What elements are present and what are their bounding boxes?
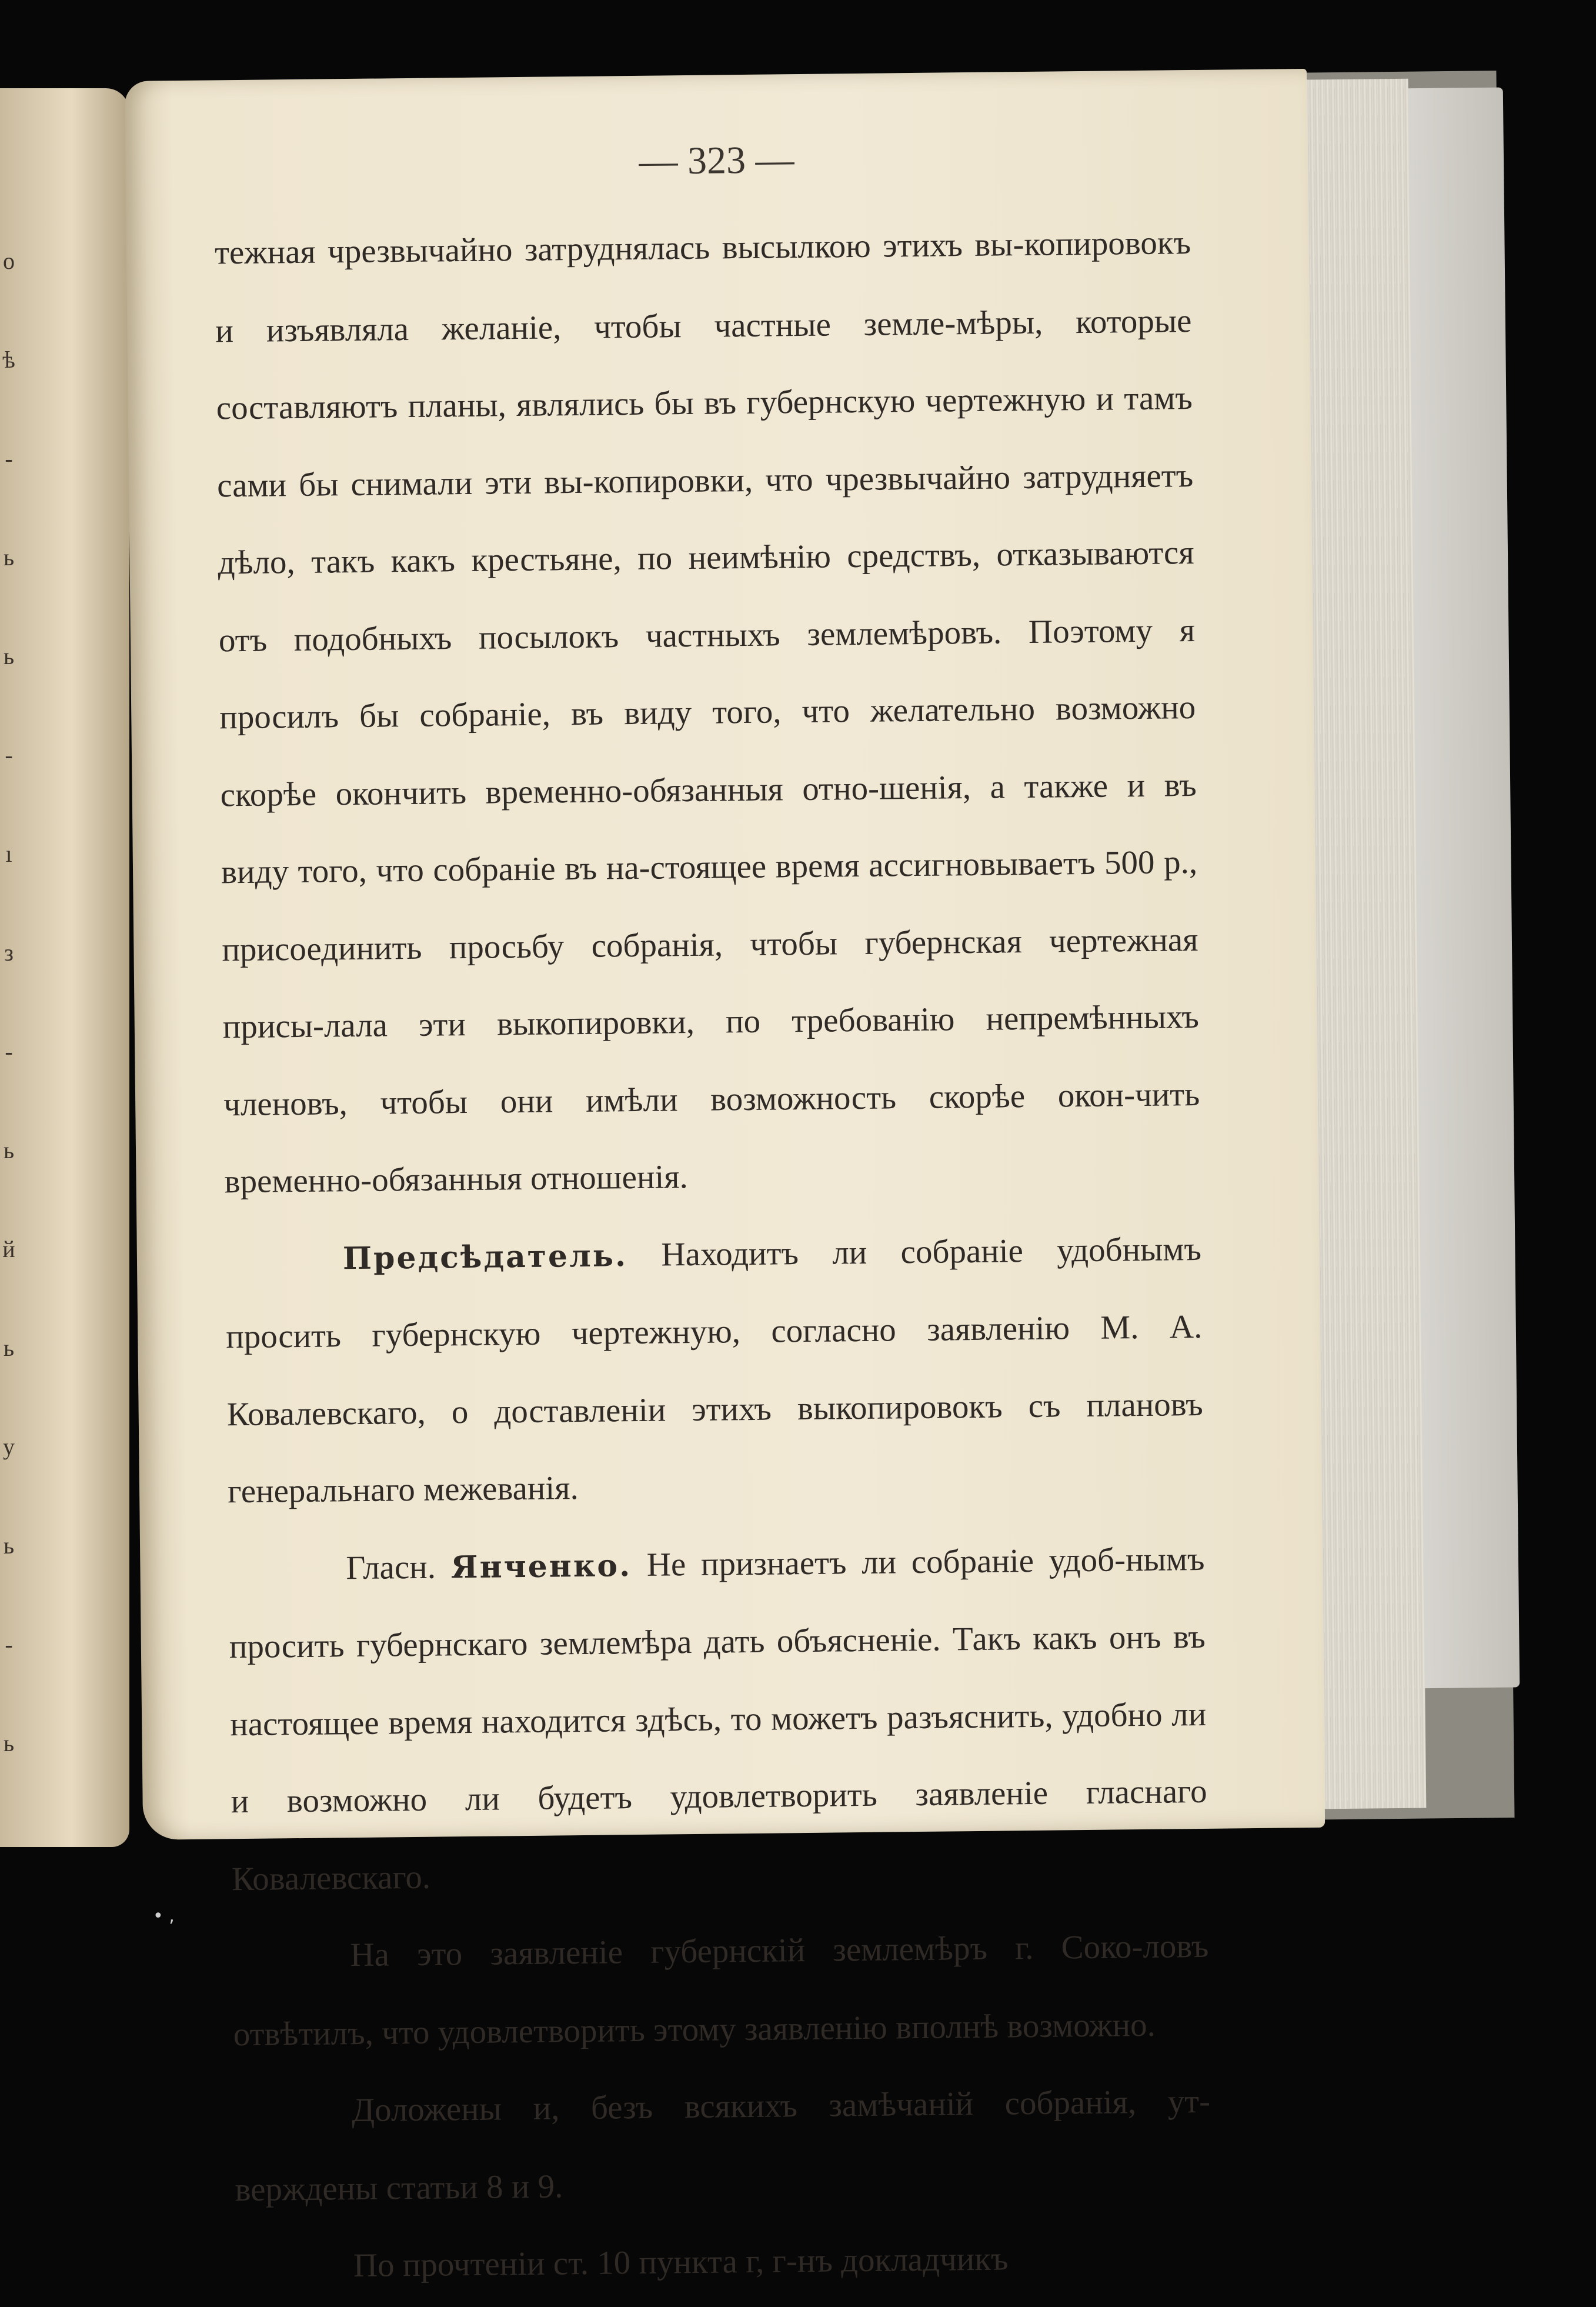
right-page <box>125 69 1325 2285</box>
page-body <box>214 204 1212 2306</box>
left-page-fragment: о <box>3 248 15 274</box>
left-page-fragment: ѣ <box>2 346 15 373</box>
page-number: — 323 — <box>639 138 794 183</box>
paragraph-text: тежная чрезвычайно затруднялась высылкою этихъ вы-копировокъ и изъявляла желаніе, чтобы частные земле-мѣры, которые составляютъ планы, являлись бы въ губернскую чертежную и тамъ сами бы снимали эти вы-копировки, что чрезвычайно затрудняетъ дѣло, такъ какъ крестьяне, по неимѣнію средствъ, отказываются отъ подобныхъ посылокъ частныхъ землемѣровъ. Поэтому я просилъ бы собраніе, въ виду того, что желательно возможно скорѣе окончить временно-обязанныя отно-шенія, а также и въ виду того, что собраніе въ на-стоящее время ассигновываетъ 500 р., присоединить просьбу собранія, чтобы губернская чертежная присы-лала эти выкопировки, по требованію непремѣнныхъ членовъ, чтобы они имѣли возможность скорѣе окон-чить временно-обязанныя отношенія. <box>214 224 1200 1201</box>
left-page-fragment: - <box>5 445 13 472</box>
left-page-fragment: - <box>5 1038 13 1065</box>
speaker-name: Предсѣдатель. <box>342 1237 628 1276</box>
left-page-fragment: ь <box>3 643 15 669</box>
paragraph <box>228 1520 1208 1918</box>
left-page-fragment: ь <box>3 1137 15 1163</box>
paragraph <box>235 2218 1212 2306</box>
paragraph <box>232 1908 1210 2073</box>
left-page-fragment: - <box>5 742 13 768</box>
left-page-fragment: ь <box>3 1335 15 1361</box>
left-page-fragment: й <box>2 1236 15 1262</box>
left-page-fragment: ь <box>3 1532 15 1559</box>
paragraph <box>233 2063 1211 2228</box>
paragraph-prefix: Гласн. <box>346 1548 451 1586</box>
paragraph-text: Не признаетъ ли собраніе удоб-нымъ просить губернскаго землемѣра дать объясненіе. Такъ какъ онъ въ настоящее время находится здѣсь, то можетъ разъяснить, удобно ли и возможно ли будетъ удовлетворить заявленіе гласнаго Ковалевскаго. <box>229 1540 1207 1898</box>
left-page-fragment: ь <box>3 1730 15 1756</box>
paragraph-text: По прочтеніи ст. 10 пункта г, г-нъ докладчикъ <box>353 2240 1009 2285</box>
paragraph-text: Находитъ ли собраніе удобнымъ просить губернскую чертежную, согласно заявленію М. А. Ковалевскаго, о доставленіи этихъ выкопировокъ съ плановъ генеральнаго межеванія. <box>226 1230 1203 1511</box>
left-page-fragment: у <box>3 1433 15 1460</box>
left-page-fragment: - <box>5 1631 13 1658</box>
left-facing-page <box>0 88 129 1847</box>
paragraph-text: Доложены и, безъ всякихъ замѣчаній собранія, ут-верждены статьи 8 и 9. <box>235 2082 1211 2208</box>
left-page-fragment: ı <box>5 841 12 867</box>
left-page-fragment: ь <box>3 544 15 571</box>
left-page-fragment: з <box>4 939 14 966</box>
scan-specks: • , <box>153 1906 175 1926</box>
paragraph <box>225 1210 1204 1530</box>
paragraph <box>214 204 1201 1221</box>
paragraph-text: На это заявленіе губернскій землемѣръ г. Соко-ловъ отвѣтилъ, что удовлетворить этому заявленію вполнѣ возможно. <box>233 1927 1209 2053</box>
speaker-name: Янченко. <box>450 1547 632 1585</box>
